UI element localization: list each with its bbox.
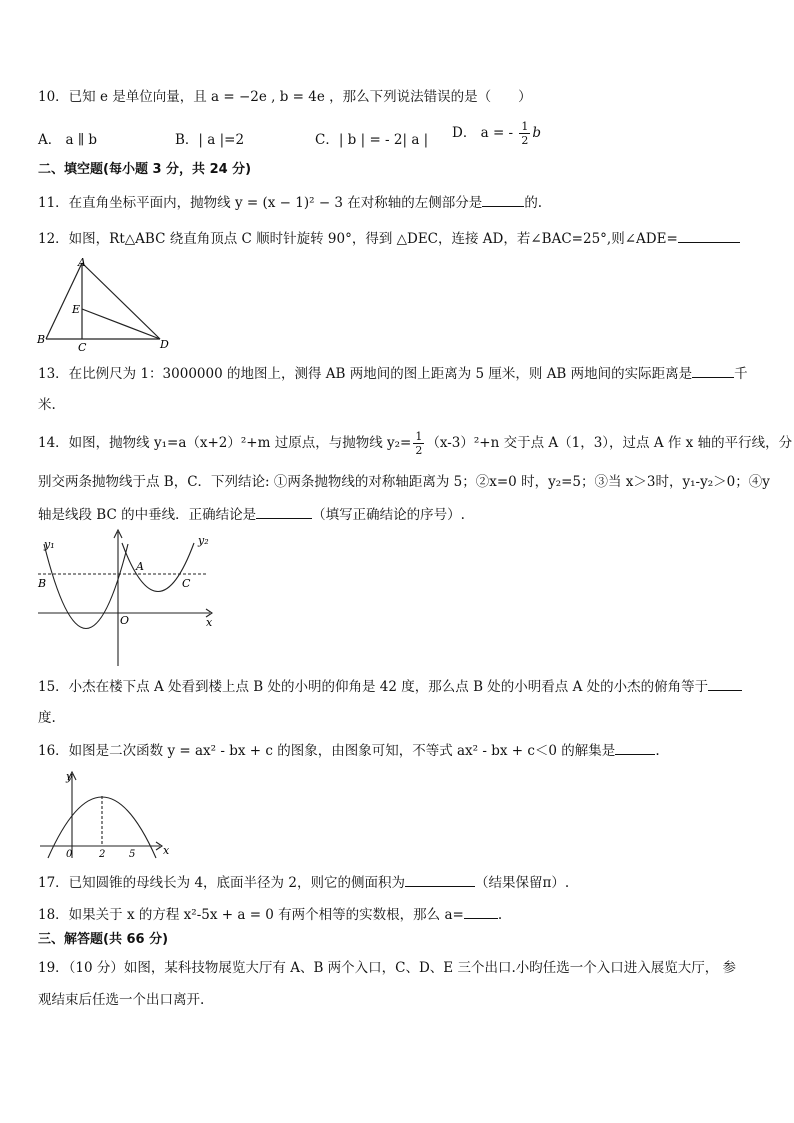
question-10 xyxy=(38,87,532,107)
question-15-line-2: 度. xyxy=(38,710,56,726)
label-y: y xyxy=(66,770,73,783)
answer-blank[interactable] xyxy=(708,676,742,691)
q16-end: . xyxy=(655,743,660,759)
question-14-line-1 xyxy=(38,430,792,457)
answer-blank[interactable] xyxy=(678,228,740,243)
question-19-line-2: 观结束后任选一个出口离开. xyxy=(38,992,205,1008)
q14-hint: （填写正确结论的序号）. xyxy=(312,507,465,523)
fraction-denominator: 2 xyxy=(415,444,423,457)
q18-end: . xyxy=(497,907,503,923)
q18-text: 18．如果关于 x 的方程 x²-5x + a = 0 有两个相等的实数根，那么 a= xyxy=(38,907,464,923)
label-b: B xyxy=(37,333,46,346)
q16-quadratic-graph xyxy=(36,768,176,860)
q10-option-c: C．| b | = - 2| a | xyxy=(315,132,429,148)
question-14-line-3 xyxy=(38,504,465,525)
q12-triangle-figure xyxy=(34,255,174,355)
q10-option-a: A． a ∥ b xyxy=(38,132,98,148)
q10-option-d-label: D． a = - xyxy=(452,125,514,141)
label-origin: O xyxy=(120,614,130,627)
q14-parabola-graph xyxy=(34,528,224,673)
question-17 xyxy=(38,872,569,893)
label-e: E xyxy=(72,303,81,316)
question-16 xyxy=(38,740,660,761)
label-y2: y₂ xyxy=(198,534,209,547)
question-12 xyxy=(38,228,740,249)
q13-unit-start: 千 xyxy=(734,366,748,382)
label-d: D xyxy=(160,338,169,351)
answer-blank[interactable] xyxy=(256,504,312,519)
question-14-line-2: 别交两条抛物线于点 B，C．下列结论: ①两条抛物线的对称轴距离为 5；②x=0 时，y₂=5；③当 x＞3时，y₁-y₂＞0；④y xyxy=(38,474,770,490)
q12-text: 12．如图，Rt△ABC 绕直角顶点 C 顺时针旋转 90°，得到 △DEC，连接 AD，若∠BAC=25°,则∠ADE= xyxy=(38,231,678,247)
q15-text: 15．小杰在楼下点 A 处看到楼上点 B 处的小明的仰角是 42 度，那么点 B 处的小明看点 A 处的小杰的俯角等于 xyxy=(38,679,709,695)
question-18 xyxy=(38,904,502,925)
segment-ed xyxy=(82,309,160,339)
q11-text: 11．在直角坐标平面内，抛物线 y = (x − 1)² − 3 在对称轴的左侧部分是 xyxy=(38,195,483,211)
answer-blank[interactable] xyxy=(464,904,498,919)
q14-fraction xyxy=(413,430,424,457)
tick-5: 5 xyxy=(129,849,136,860)
label-y1: y₁ xyxy=(44,538,55,551)
label-c: C xyxy=(182,577,191,590)
answer-blank[interactable] xyxy=(405,872,475,887)
q10-option-d-fraction xyxy=(519,120,530,147)
question-13-line-2: 米. xyxy=(38,397,56,413)
q10-option-d xyxy=(452,120,541,147)
q10-option-b: B．| a |=2 xyxy=(175,132,245,148)
section-3-heading: 三、解答题(共 66 分) xyxy=(38,932,169,947)
q13-text: 13．在比例尺为 1：3000000 的地图上，测得 AB 两地间的图上距离为 5 厘米，则 AB 两地间的实际距离是 xyxy=(38,366,693,382)
question-11 xyxy=(38,192,542,213)
fraction-denominator: 2 xyxy=(521,134,529,147)
tick-0: 0 xyxy=(66,849,73,860)
segment-ab xyxy=(46,263,82,339)
q16-text: 16．如图是二次函数 y = ax² - bx + c 的图象，由图象可知，不等式 ax² - bx + c＜0 的解集是 xyxy=(38,743,616,759)
answer-blank[interactable] xyxy=(615,740,655,755)
label-a: A xyxy=(136,560,144,573)
section-2-heading: 二、填空题(每小题 3 分，共 24 分) xyxy=(38,162,252,177)
label-x: x xyxy=(163,844,170,857)
question-19-line-1: 19．（10 分）如图，某科技物展览大厅有 A、B 两个入口，C、D、E 三个出口.小昀任选一个入口进入展览大厅， 参 xyxy=(38,960,737,976)
answer-blank[interactable] xyxy=(482,192,524,207)
q14-text-start: 14．如图，抛物线 y₁=a（x+2）²+m 过原点，与抛物线 y₂= xyxy=(38,435,412,451)
parabola-y1 xyxy=(44,544,128,629)
q14-prompt: 轴是线段 BC 的中垂线．正确结论是 xyxy=(38,507,257,523)
answer-blank[interactable] xyxy=(692,363,734,378)
label-c: C xyxy=(78,341,87,354)
tick-2: 2 xyxy=(99,849,106,860)
question-15-line-1 xyxy=(38,676,742,697)
q14-text-end: （x-3）²+n 交于点 A（1，3），过点 A 作 x 轴的平行线，分 xyxy=(426,435,793,451)
fraction-numerator: 1 xyxy=(415,430,423,443)
q10-option-d-vector: b xyxy=(532,125,542,141)
fraction-numerator: 1 xyxy=(521,120,529,133)
label-x: x xyxy=(206,616,213,629)
label-b: B xyxy=(38,577,47,590)
q17-hint: （结果保留π）. xyxy=(474,875,570,891)
label-a: A xyxy=(78,256,86,269)
q10-stem: 10．已知 e 是单位向量，且 a = −2e , b = 4e ，那么下列说法错误的是（ ） xyxy=(38,89,532,105)
q11-end: 的. xyxy=(524,195,543,211)
question-13-line-1 xyxy=(38,363,748,384)
segment-ad xyxy=(82,263,160,339)
q17-text: 17．已知圆锥的母线长为 4，底面半径为 2，则它的侧面积为 xyxy=(38,875,405,891)
